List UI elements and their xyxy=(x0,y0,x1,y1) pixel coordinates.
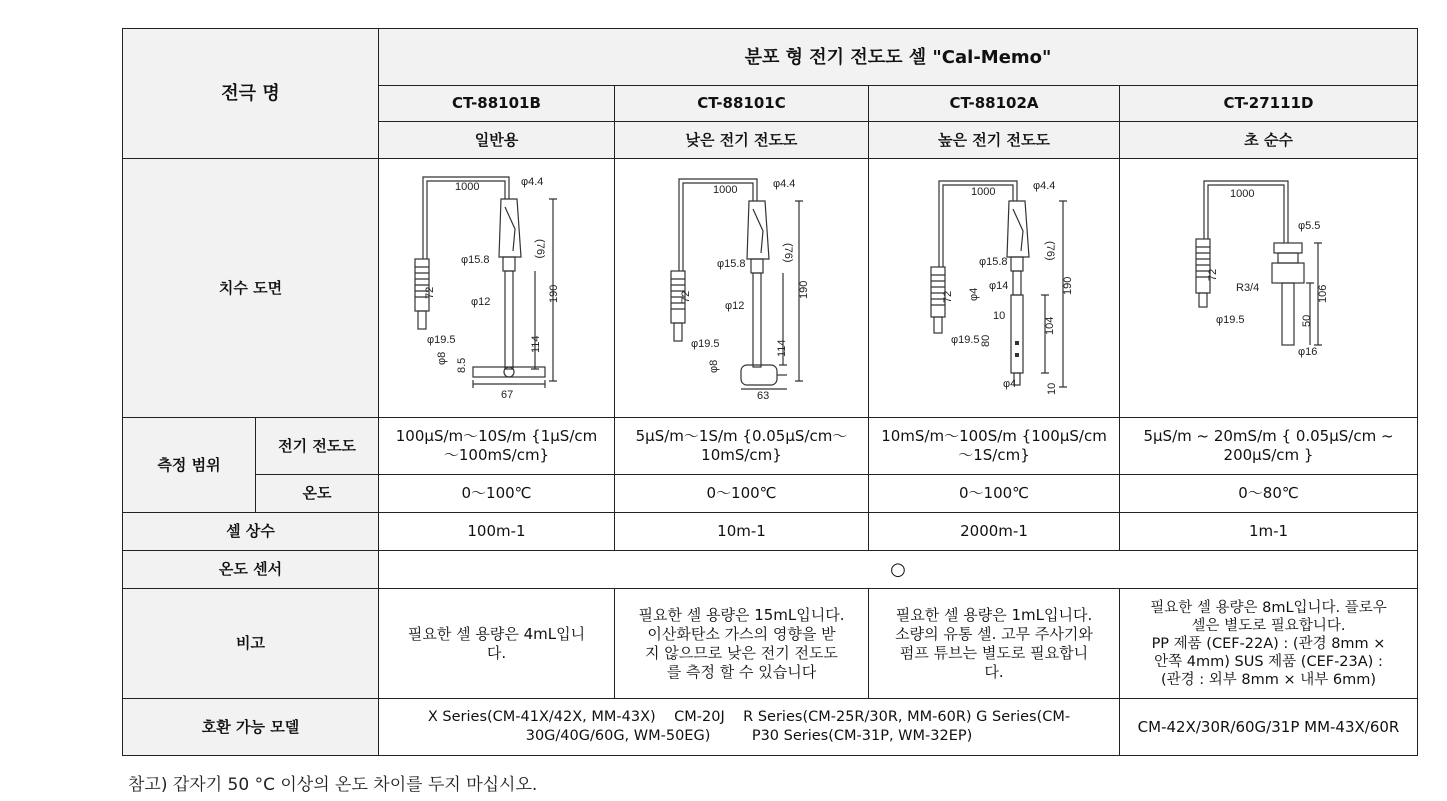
dim-label: φ19.5 xyxy=(691,338,720,350)
model-use: 일반용 xyxy=(379,122,615,159)
cell-constant: 100m-1 xyxy=(379,513,615,551)
dim-label: 190 xyxy=(1062,276,1074,295)
temp-sensor-mark: ○ xyxy=(379,551,1418,589)
dim-label: φ19.5 xyxy=(1216,314,1245,326)
dim-label: φ19.5 xyxy=(951,334,980,346)
dim-label: 114 xyxy=(530,335,542,353)
dim-label: (76) xyxy=(534,239,546,259)
dim-label: φ4.4 xyxy=(521,176,544,188)
compatible-models-ct27: CM-42X/30R/60G/31P MM-43X/60R xyxy=(1120,699,1418,756)
dim-label: φ12 xyxy=(471,296,491,308)
conductivity-range: 100μS/m〜10S/m {1μS/cm 〜100mS/cm} xyxy=(379,418,615,475)
model-use: 낮은 전기 전도도 xyxy=(615,122,869,159)
dim-label: φ8 xyxy=(436,351,448,365)
dim-label: 1000 xyxy=(1230,188,1255,200)
dim-label: φ8 xyxy=(708,359,720,373)
remarks-text: 필요한 셀 용량은 15mL입니다. 이산화탄소 가스의 영향을 받 지 않으므로 낮은 전기 전도도 를 측정 할 수 있습니다 xyxy=(615,589,869,699)
dim-label: 72 xyxy=(942,290,954,303)
model-code: CT-88101B xyxy=(379,86,615,122)
conductivity-range: 5μS/m〜1S/m {0.05μS/cm〜 10mS/cm} xyxy=(615,418,869,475)
compatible-models-label: 호환 가능 모델 xyxy=(123,699,379,756)
measurement-range-label: 측정 범위 xyxy=(123,418,256,513)
conductivity-range: 5μS/m ~ 20mS/m { 0.05μS/cm ~ 200μS/cm } xyxy=(1120,418,1418,475)
dim-label: (76) xyxy=(782,243,794,263)
dim-label: 10 xyxy=(993,310,1006,322)
dimension-drawing-ct88101c xyxy=(615,159,869,418)
dim-label: φ5.5 xyxy=(1298,220,1321,232)
model-use: 초 순수 xyxy=(1120,122,1418,159)
electrode-drawing xyxy=(385,159,615,412)
dimension-label: 치수 도면 xyxy=(123,159,379,418)
remarks-text: 필요한 셀 용량은 8mL입니다. 플로우 셀은 별도로 필요합니다. PP 제품 (CEF-22A) : (관경 8mm × 안쪽 4mm) SUS 제품 (CEF-23A) : (관경 : 외부 8mm × 내부 6mm) xyxy=(1120,589,1418,699)
conductivity-range: 10mS/m〜100S/m {100μS/cm 〜1S/cm} xyxy=(869,418,1120,475)
electrode-drawing xyxy=(621,159,869,412)
dim-label: 1000 xyxy=(455,181,480,193)
temperature-range: 0〜80℃ xyxy=(1120,475,1418,513)
dim-label: 114 xyxy=(776,339,788,357)
cell-constant: 1m-1 xyxy=(1120,513,1418,551)
dim-label: 10 xyxy=(1046,382,1058,395)
dim-label: φ15.8 xyxy=(461,254,490,266)
dim-label: φ4.4 xyxy=(1033,180,1056,192)
temperature-range: 0〜100℃ xyxy=(615,475,869,513)
conductivity-label: 전기 전도도 xyxy=(256,418,379,475)
dim-label: 50 xyxy=(1301,314,1313,327)
footnote: 참고) 갑자기 50 °C 이상의 온도 차이를 두지 마십시오. xyxy=(128,775,538,795)
dim-label: 190 xyxy=(548,284,560,303)
spec-table xyxy=(122,28,1418,756)
temp-sensor-label: 온도 센서 xyxy=(123,551,379,589)
dim-label: φ15.8 xyxy=(979,256,1008,268)
compatible-models-ct881: X Series(CM-41X/42X, MM-43X) CM-20J R Series(CM-25R/30R, MM-60R) G Series(CM- 30G/40G/60G, WM-50EG) P30 Series(CM-31P, WM-32EP) xyxy=(379,699,1120,756)
electrode-name-header: 전극 명 xyxy=(123,29,379,159)
dimension-drawing-ct88101b xyxy=(379,159,615,418)
temperature-label: 온도 xyxy=(256,475,379,513)
dim-label: 104 xyxy=(1044,316,1056,335)
dim-label: 106 xyxy=(1317,284,1329,303)
dim-label: φ12 xyxy=(725,300,745,312)
electrode-drawing xyxy=(875,159,1120,412)
model-use: 높은 전기 전도도 xyxy=(869,122,1120,159)
temperature-range: 0〜100℃ xyxy=(379,475,615,513)
dim-label: φ14 xyxy=(989,280,1009,292)
dim-label: 190 xyxy=(798,280,810,299)
dim-label: 72 xyxy=(680,290,692,303)
dim-label: R3/4 xyxy=(1236,282,1260,294)
electrode-drawing xyxy=(1126,159,1418,412)
model-code: CT-27111D xyxy=(1120,86,1418,122)
dim-label: 80 xyxy=(980,334,992,347)
dim-label: φ19.5 xyxy=(427,334,456,346)
dim-label: 8.5 xyxy=(456,357,468,373)
dim-label: φ4 xyxy=(1003,378,1017,390)
series-title: 분포 형 전기 전도도 셀 "Cal-Memo" xyxy=(379,29,1418,86)
dim-label: 1000 xyxy=(971,186,996,198)
dim-label: 72 xyxy=(424,286,436,299)
cell-constant: 10m-1 xyxy=(615,513,869,551)
temperature-range: 0〜100℃ xyxy=(869,475,1120,513)
dimension-drawing-ct27111d xyxy=(1120,159,1418,418)
dim-label: 1000 xyxy=(713,184,738,196)
dim-label: φ16 xyxy=(1298,346,1318,358)
cell-constant: 2000m-1 xyxy=(869,513,1120,551)
dim-label: φ4.4 xyxy=(773,178,796,190)
dim-label: 63 xyxy=(757,390,770,402)
dim-label: 67 xyxy=(501,389,514,401)
dim-label: φ4 xyxy=(968,287,980,301)
model-code: CT-88102A xyxy=(869,86,1120,122)
dim-label: 72 xyxy=(1207,268,1219,281)
remarks-label: 비고 xyxy=(123,589,379,699)
remarks-text: 필요한 셀 용량은 4mL입니 다. xyxy=(379,589,615,699)
remarks-text: 필요한 셀 용량은 1mL입니다. 소량의 유통 셀. 고무 주사기와 펌프 튜브는 별도로 필요합니 다. xyxy=(869,589,1120,699)
dim-label: (76) xyxy=(1044,241,1056,261)
model-code: CT-88101C xyxy=(615,86,869,122)
cell-constant-label: 셀 상수 xyxy=(123,513,379,551)
dimension-drawing-ct88102a xyxy=(869,159,1120,418)
dim-label: φ15.8 xyxy=(717,258,746,270)
